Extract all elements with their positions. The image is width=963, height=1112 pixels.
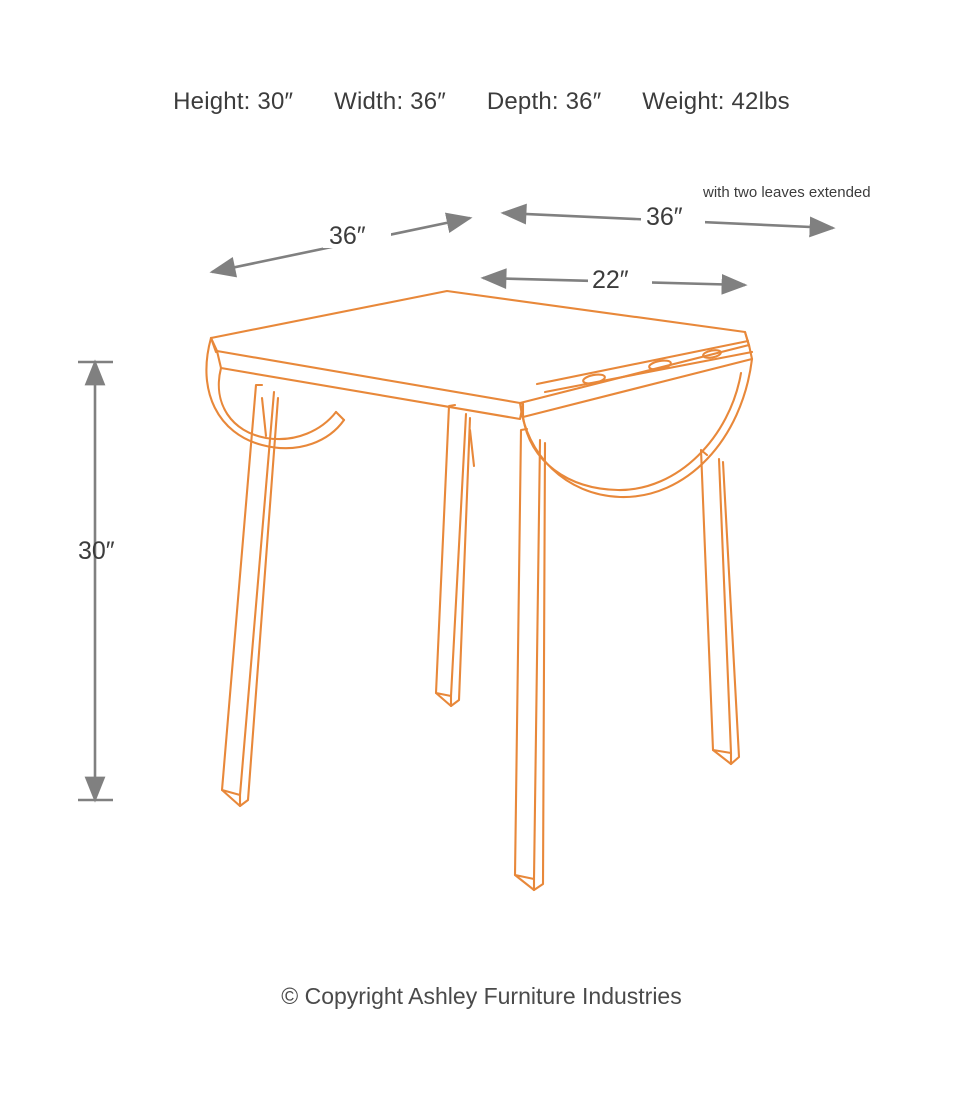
dimension-label-top-width: 22″ — [592, 266, 629, 294]
leg-front-center — [515, 429, 545, 890]
dimension-label-depth: 36″ — [329, 222, 366, 250]
top-thickness-right — [745, 332, 749, 346]
apron-mid — [470, 430, 474, 466]
dimension-label-height: 30″ — [78, 537, 115, 565]
spec-height: Height: 30″ — [173, 88, 294, 115]
spec-depth: Depth: 36″ — [486, 88, 602, 115]
spec-weight: Weight: 42lbs — [642, 88, 790, 115]
leaves-extended-note: with two leaves extended — [703, 184, 871, 201]
copyright-notice: © Copyright Ashley Furniture Industries — [281, 983, 682, 1009]
apron-left — [262, 398, 266, 436]
left-leaf-edge-join — [336, 412, 344, 420]
spec-width: Width: 36″ — [334, 88, 446, 115]
dimension-label-total-width: 36″ — [646, 203, 683, 231]
table-line-drawing — [206, 291, 752, 890]
leg-front-center-inner — [534, 440, 540, 890]
table-top-surface — [211, 291, 749, 403]
dimension-lines — [78, 213, 833, 800]
leg-back-left-inner — [240, 392, 274, 806]
hinge-line-1 — [537, 341, 748, 384]
